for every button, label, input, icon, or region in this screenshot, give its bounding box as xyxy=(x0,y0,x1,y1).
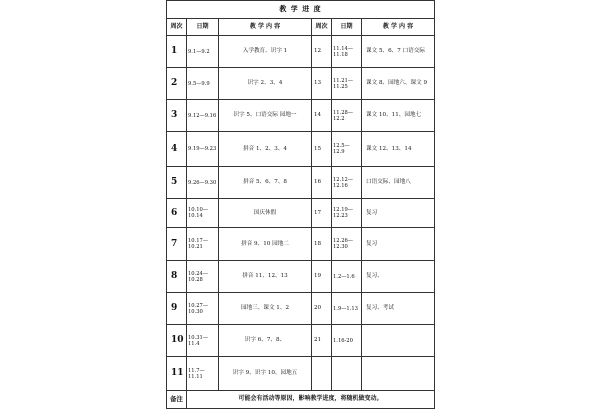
date-range: 9.19—9.23 xyxy=(187,132,219,167)
table-row xyxy=(167,228,435,261)
week-number-2: 18 xyxy=(312,228,332,261)
date-range: 10.24—10.28 xyxy=(187,261,219,293)
date-range-2 xyxy=(332,357,362,391)
week-number-2: 12 xyxy=(312,36,332,68)
title-row xyxy=(167,1,435,19)
lesson-content: 入学教育、识字 1 xyxy=(219,36,312,68)
date-range: 9.12—9.16 xyxy=(187,100,219,132)
week-number: 4 xyxy=(167,132,187,167)
date-range-2: 1.2—1.6 xyxy=(332,261,362,293)
week-number-2: 13 xyxy=(312,68,332,100)
header-row xyxy=(167,19,435,36)
lesson-content-2 xyxy=(362,325,435,357)
table-row xyxy=(167,199,435,228)
date-range-2: 12.5—12.9 xyxy=(332,132,362,167)
week-number-2: 20 xyxy=(312,293,332,325)
week-number: 6 xyxy=(167,199,187,228)
date-range-2: 11.14—11.18 xyxy=(332,36,362,68)
date-range: 10.17—10.21 xyxy=(187,228,219,261)
footer-label: 备注 xyxy=(167,391,187,409)
week-number: 1 xyxy=(167,36,187,68)
week-number: 11 xyxy=(167,357,187,391)
date-range-2: 11.21—11.25 xyxy=(332,68,362,100)
week-number-2: 19 xyxy=(312,261,332,293)
lesson-content-2: 复习、 xyxy=(362,261,435,293)
week-number-2: 17 xyxy=(312,199,332,228)
header-content-2: 教 学 内 容 xyxy=(362,19,435,36)
date-range-2: 12.12—12.16 xyxy=(332,167,362,199)
date-range: 10.27—10.30 xyxy=(187,293,219,325)
lesson-content: 园地三、课文 1、2 xyxy=(219,293,312,325)
lesson-content-2: 课文 12、13、14 xyxy=(362,132,435,167)
lesson-content: 拼音 11、12、13 xyxy=(219,261,312,293)
lesson-content-2: 课文 10、11、园地七 xyxy=(362,100,435,132)
lesson-content-2: 口语交际、园地八 xyxy=(362,167,435,199)
week-number-2: 21 xyxy=(312,325,332,357)
header-content: 教 学 内 容 xyxy=(219,19,312,36)
lesson-content: 识字 5、口语交际 园地一 xyxy=(219,100,312,132)
date-range: 10.31—11.4 xyxy=(187,325,219,357)
date-range-2: 12.19—12.23 xyxy=(332,199,362,228)
date-range: 9.26—9.30 xyxy=(187,167,219,199)
date-range: 9.5—9.9 xyxy=(187,68,219,100)
header-week: 周次 xyxy=(167,19,187,36)
lesson-content: 国庆休假 xyxy=(219,199,312,228)
date-range: 9.1—9.2 xyxy=(187,36,219,68)
lesson-content: 识字 2、3、4 xyxy=(219,68,312,100)
week-number-2: 15 xyxy=(312,132,332,167)
date-range: 11.7—11.11 xyxy=(187,357,219,391)
date-range-2: 12.26—12.30 xyxy=(332,228,362,261)
header-week-2: 周次 xyxy=(312,19,332,36)
schedule-table xyxy=(166,0,435,409)
table-row xyxy=(167,293,435,325)
lesson-content-2: 课文 5、6、7 口语交际 xyxy=(362,36,435,68)
date-range-2: 1.16-20 xyxy=(332,325,362,357)
table-row xyxy=(167,325,435,357)
lesson-content: 拼音 5、6、7、8 xyxy=(219,167,312,199)
week-number: 2 xyxy=(167,68,187,100)
lesson-content: 拼音 9、10 园地二 xyxy=(219,228,312,261)
table-title: 教 学 进 度 xyxy=(167,1,435,19)
week-number: 10 xyxy=(167,325,187,357)
table-row xyxy=(167,132,435,167)
table-row xyxy=(167,68,435,100)
table-row xyxy=(167,357,435,391)
header-date: 日期 xyxy=(187,19,219,36)
week-number: 8 xyxy=(167,261,187,293)
lesson-content-2: 复习、考试 xyxy=(362,293,435,325)
lesson-content-2: 课文 8、园地六、课文 9 xyxy=(362,68,435,100)
week-number: 5 xyxy=(167,167,187,199)
lesson-content-2: 复习 xyxy=(362,199,435,228)
lesson-content-2: 复习 xyxy=(362,228,435,261)
schedule-sheet xyxy=(166,0,434,404)
table-row xyxy=(167,167,435,199)
footer-note: 可能会有活动等原因，影响教学进度，将随机做变动。 xyxy=(187,391,435,409)
lesson-content: 拼音 1、2、3、4 xyxy=(219,132,312,167)
lesson-content: 识字 6、7、8、 xyxy=(219,325,312,357)
table-row xyxy=(167,36,435,68)
date-range-2: 1.9—1.13 xyxy=(332,293,362,325)
week-number: 9 xyxy=(167,293,187,325)
lesson-content: 识字 9、识字 10、园地五 xyxy=(219,357,312,391)
date-range: 10.10—10.14 xyxy=(187,199,219,228)
week-number: 7 xyxy=(167,228,187,261)
week-number-2: 16 xyxy=(312,167,332,199)
week-number-2 xyxy=(312,357,332,391)
date-range-2: 11.28—12.2 xyxy=(332,100,362,132)
table-row xyxy=(167,261,435,293)
lesson-content-2 xyxy=(362,357,435,391)
table-row xyxy=(167,100,435,132)
week-number-2: 14 xyxy=(312,100,332,132)
week-number: 3 xyxy=(167,100,187,132)
header-date-2: 日期 xyxy=(332,19,362,36)
